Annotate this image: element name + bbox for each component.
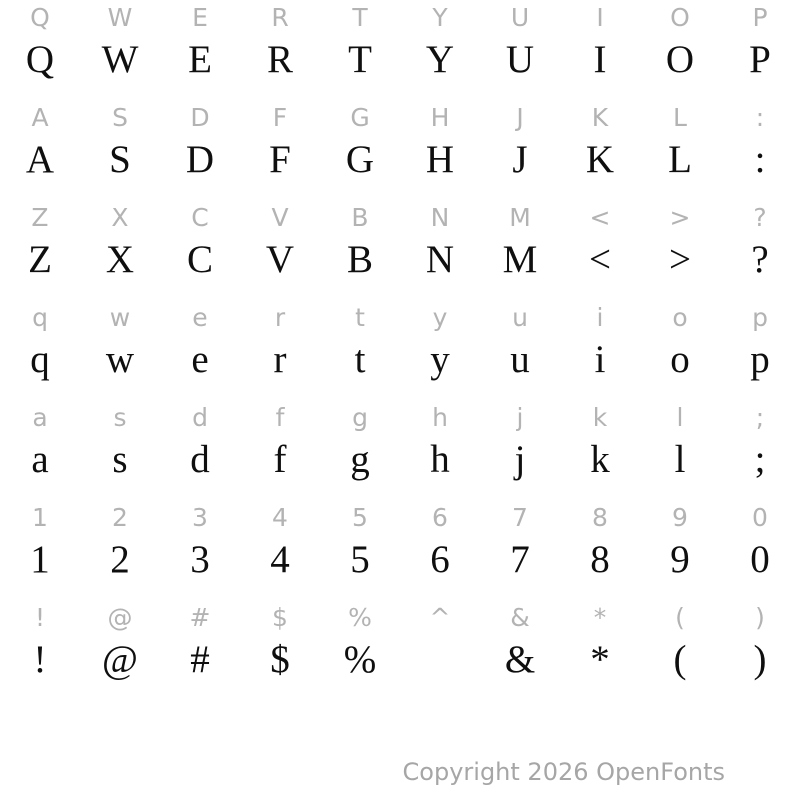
font-glyph-cell: f — [273, 438, 287, 481]
font-glyph-cell: e — [191, 338, 209, 381]
font-glyph-cell: W — [101, 38, 139, 81]
font-glyph-cell: k — [590, 438, 610, 481]
font-glyph-cell: s — [112, 438, 128, 481]
font-glyph-cell: 9 — [670, 538, 690, 581]
key-label-cell: R — [271, 3, 289, 32]
key-label-cell: f — [275, 403, 285, 432]
key-label-cell: ! — [34, 603, 46, 632]
key-label-cell: 2 — [112, 503, 128, 532]
font-glyph-cell: h — [430, 438, 450, 481]
font-glyph-cell: 2 — [110, 538, 130, 581]
key-label-cell: T — [352, 3, 368, 32]
font-glyph-cell: d — [190, 438, 210, 481]
font-glyph-cell: Q — [25, 38, 55, 81]
key-label-cell: p — [752, 303, 768, 332]
key-label-cell: M — [509, 203, 531, 232]
font-glyph-cell: ; — [754, 438, 766, 481]
font-glyph-cell: 4 — [270, 538, 290, 581]
character-row — [0, 400, 800, 484]
key-label-cell: E — [192, 3, 208, 32]
font-glyph-cell: l — [674, 438, 686, 481]
key-label-cell: X — [111, 203, 129, 232]
key-label-cell: i — [596, 303, 604, 332]
key-label-cell: e — [192, 303, 208, 332]
font-glyph-cell: ( — [673, 638, 687, 681]
key-label-row — [0, 100, 800, 136]
character-row — [0, 0, 800, 84]
font-glyph-cell: o — [670, 338, 690, 381]
key-label-cell: ) — [755, 603, 765, 632]
key-label-cell: H — [430, 103, 450, 132]
key-label-cell: ? — [753, 203, 767, 232]
font-glyph-cell: L — [668, 138, 692, 181]
key-label-cell: L — [673, 103, 687, 132]
font-glyph-cell: 7 — [510, 538, 530, 581]
font-glyph-cell: E — [188, 38, 212, 81]
font-glyph-row — [0, 136, 800, 184]
key-label-cell: D — [190, 103, 210, 132]
font-glyph-cell: w — [105, 338, 135, 381]
key-label-cell: < — [589, 203, 611, 232]
font-glyph-row — [0, 536, 800, 584]
font-glyph-cell: O — [665, 38, 695, 81]
key-label-cell: 7 — [512, 503, 528, 532]
key-label-cell: y — [432, 303, 448, 332]
font-glyph-cell: C — [186, 238, 213, 281]
font-glyph-cell: r — [273, 338, 287, 381]
font-glyph-cell: $ — [270, 638, 290, 681]
font-glyph-cell: j — [514, 438, 526, 481]
font-glyph-cell: & — [504, 638, 536, 681]
font-glyph-cell: J — [512, 138, 528, 181]
key-label-cell: W — [107, 3, 133, 32]
key-label-cell: J — [516, 103, 524, 132]
key-label-cell: Z — [31, 203, 49, 232]
key-label-cell: & — [510, 603, 530, 632]
key-label-cell: l — [676, 403, 684, 432]
key-label-cell: F — [272, 103, 288, 132]
key-label-cell: o — [672, 303, 688, 332]
font-glyph-cell: < — [589, 238, 611, 281]
key-label-cell: k — [592, 403, 608, 432]
key-label-cell: 3 — [192, 503, 208, 532]
font-glyph-row — [0, 36, 800, 84]
font-glyph-cell: X — [105, 238, 135, 281]
font-glyph-cell: R — [266, 38, 293, 81]
font-glyph-cell: 0 — [750, 538, 770, 581]
key-label-cell: 0 — [752, 503, 768, 532]
key-label-cell: 6 — [432, 503, 448, 532]
font-glyph-cell: ) — [753, 638, 767, 681]
key-label-cell: % — [348, 603, 372, 632]
font-glyph-cell: 1 — [30, 538, 50, 581]
font-glyph-row — [0, 336, 800, 384]
font-glyph-cell: U — [505, 38, 535, 81]
font-glyph-cell: ? — [751, 238, 769, 281]
font-glyph-cell: a — [31, 438, 49, 481]
key-label-cell: * — [593, 603, 607, 632]
font-glyph-cell: N — [425, 238, 455, 281]
key-label-cell: N — [430, 203, 450, 232]
font-glyph-cell: H — [425, 138, 455, 181]
key-label-cell: a — [32, 403, 48, 432]
key-label-cell: 9 — [672, 503, 688, 532]
character-row — [0, 600, 800, 684]
key-label-cell: h — [432, 403, 448, 432]
font-glyph-cell: I — [593, 38, 607, 81]
font-glyph-cell: 5 — [350, 538, 370, 581]
font-glyph-cell: ! — [33, 638, 47, 681]
key-label-cell: I — [596, 3, 604, 32]
key-label-cell: A — [31, 103, 49, 132]
font-glyph-cell: T — [348, 38, 372, 81]
font-glyph-cell: t — [354, 338, 366, 381]
key-label-cell: S — [112, 103, 128, 132]
character-row — [0, 200, 800, 284]
character-row — [0, 100, 800, 184]
font-glyph-cell: p — [750, 338, 770, 381]
font-glyph-cell: M — [502, 238, 538, 281]
key-label-cell: 5 — [352, 503, 368, 532]
key-label-cell: K — [591, 103, 609, 132]
key-label-cell: ; — [755, 403, 765, 432]
key-label-cell: Q — [30, 3, 50, 32]
key-label-row — [0, 0, 800, 36]
font-glyph-cell: F — [269, 138, 291, 181]
font-glyph-cell: g — [350, 438, 370, 481]
font-glyph-cell: S — [109, 138, 131, 181]
key-label-cell: s — [113, 403, 127, 432]
key-label-row — [0, 200, 800, 236]
key-label-cell: 4 — [272, 503, 288, 532]
font-glyph-cell: D — [185, 138, 215, 181]
font-glyph-cell: A — [25, 138, 55, 181]
font-glyph-cell — [400, 636, 480, 684]
key-label-cell: > — [669, 203, 691, 232]
key-label-cell: 8 — [592, 503, 608, 532]
key-label-cell: $ — [272, 603, 288, 632]
font-glyph-cell: y — [430, 338, 450, 381]
font-glyph-cell: > — [669, 238, 691, 281]
key-label-row — [0, 300, 800, 336]
font-glyph-cell: G — [345, 138, 375, 181]
key-label-cell: : — [755, 103, 765, 132]
font-glyph-cell: K — [585, 138, 615, 181]
font-glyph-cell: Y — [425, 38, 455, 81]
font-glyph-cell: : — [754, 138, 766, 181]
font-glyph-cell: P — [749, 38, 771, 81]
key-label-cell: # — [189, 603, 211, 632]
key-label-cell: Y — [432, 3, 448, 32]
character-row — [0, 500, 800, 584]
key-label-row — [0, 500, 800, 536]
font-glyph-row — [0, 636, 800, 684]
font-glyph-row — [0, 436, 800, 484]
key-label-cell: w — [109, 303, 131, 332]
key-label-cell: u — [512, 303, 528, 332]
copyright-text: Copyright 2026 OpenFonts — [402, 758, 725, 786]
key-label-cell: G — [350, 103, 370, 132]
font-glyph-cell: Z — [28, 238, 52, 281]
key-label-cell: q — [32, 303, 48, 332]
font-glyph-cell: 8 — [590, 538, 610, 581]
character-row — [0, 300, 800, 384]
key-label-cell: U — [510, 3, 530, 32]
key-label-cell: t — [355, 303, 365, 332]
key-label-cell: j — [516, 403, 524, 432]
key-label-cell: B — [351, 203, 369, 232]
font-glyph-row — [0, 236, 800, 284]
font-glyph-cell: B — [346, 238, 373, 281]
key-label-cell: P — [752, 3, 768, 32]
key-label-cell: d — [192, 403, 208, 432]
key-label-cell: C — [191, 203, 209, 232]
key-label-cell: r — [274, 303, 286, 332]
key-label-cell: V — [271, 203, 289, 232]
key-label-cell: @ — [107, 603, 133, 632]
key-label-row — [0, 400, 800, 436]
font-glyph-cell: i — [594, 338, 606, 381]
font-glyph-cell: # — [190, 638, 210, 681]
font-glyph-cell: @ — [102, 638, 138, 681]
key-label-cell: 1 — [32, 503, 48, 532]
font-glyph-cell: 6 — [430, 538, 450, 581]
key-label-cell: g — [352, 403, 368, 432]
font-glyph-cell: V — [265, 238, 295, 281]
font-glyph-cell: q — [30, 338, 50, 381]
key-label-row — [0, 600, 800, 636]
key-label-cell: O — [670, 3, 690, 32]
font-glyph-cell: * — [590, 638, 610, 681]
font-glyph-cell: u — [510, 338, 530, 381]
key-label-cell: ^ — [429, 603, 451, 632]
copyright-footer — [0, 757, 800, 787]
key-label-cell: ( — [675, 603, 685, 632]
font-glyph-cell: 3 — [190, 538, 210, 581]
font-glyph-cell: % — [343, 638, 377, 681]
